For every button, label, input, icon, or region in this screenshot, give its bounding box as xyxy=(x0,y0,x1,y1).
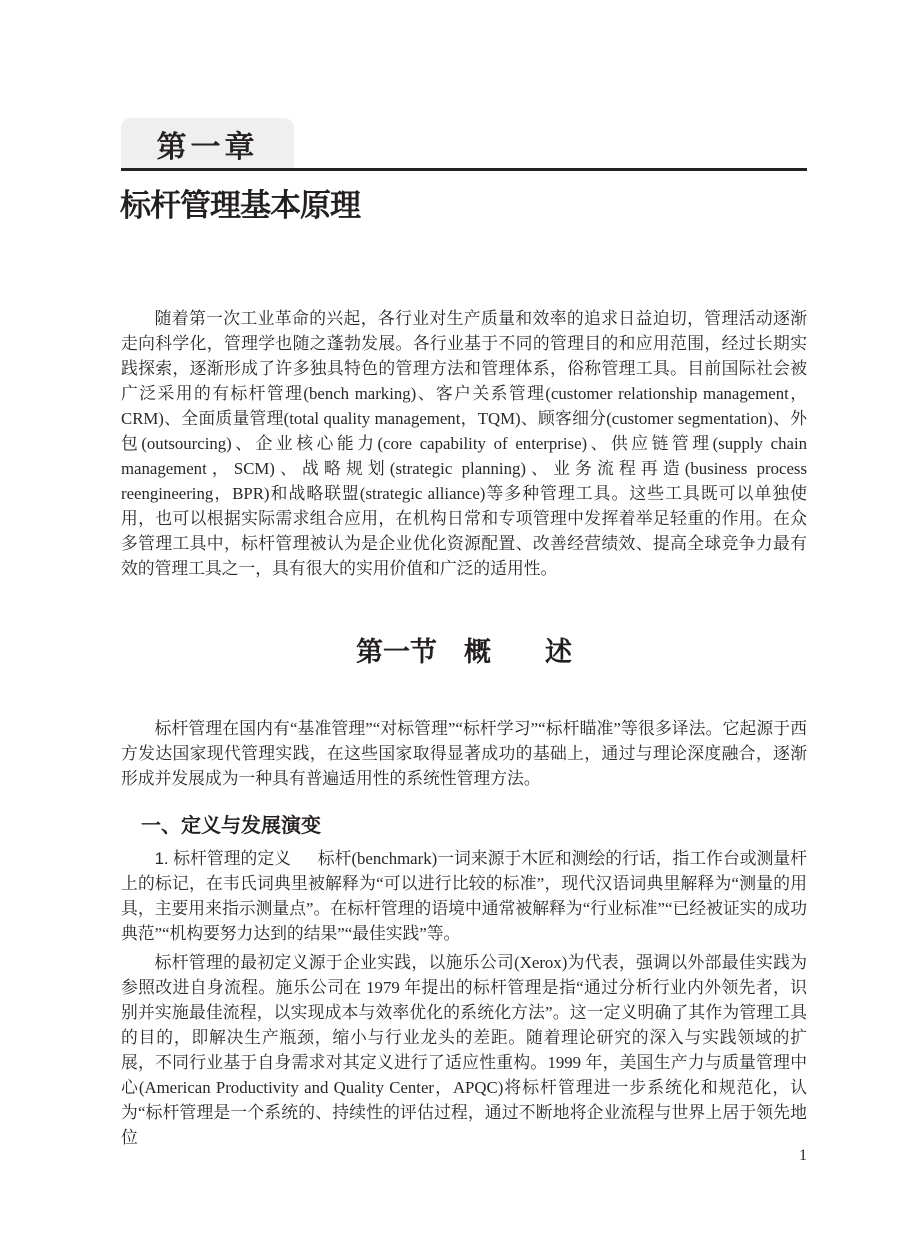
chapter-rule-divider xyxy=(121,168,807,171)
intro-paragraph: 随着第一次工业革命的兴起，各行业对生产质量和效率的追求日益迫切，管理活动逐渐走向科学化，管理学也随之蓬勃发展。各行业基于不同的管理目的和应用范围，经过长期实践探索，逐渐形成了许多独具特色的管理方法和管理体系，俗称管理工具。目前国际社会被广泛采用的有标杆管理(bench marking)、客户关系管理(customer relationship management，CRM)、全面质量管理(total quality management，TQM)、顾客细分(customer segmentation)、外包(outsourcing)、企业核心能力(core capability of enterprise)、供应链管理(supply chain management，SCM)、战略规划(strategic planning)、业务流程再造(business process reengineering，BPR)和战略联盟(strategic alliance)等多种管理工具。这些工具既可以单独使用，也可以根据实际需求组合应用，在机构日常和专项管理中发挥着举足轻重的作用。在众多管理工具中，标杆管理被认为是企业优化资源配置、改善经营绩效、提高全球竞争力最有效的管理工具之一，具有很大的实用价值和广泛的适用性。 xyxy=(121,309,807,578)
chapter-title: 标杆管理基本原理 xyxy=(120,188,360,223)
history-paragraph: 标杆管理的最初定义源于企业实践，以施乐公司(Xerox)为代表，强调以外部最佳实践为参照改进自身流程。施乐公司在 1979 年提出的标杆管理是指“通过分析行业内外领先者，识别并实施最佳流程，以实现成本与效率优化的系统化方法”。这一定义明确了其作为管理工具的目的，即解决生产瓶颈，缩小与行业龙头的差距。随着理论研究的深入与实践领域的扩展，不同行业基于自身需求对其定义进行了适应性重构。1999 年，美国生产力与质量管理中心(American Productivity and Quality Center，APQC)将标杆管理进一步系统化和规范化，认为“标杆管理是一个系统的、持续性的评估过程，通过不断地将企业流程与世界上居于领先地位 xyxy=(121,953,807,1147)
subsection-title: 一、定义与发展演变 xyxy=(141,815,321,837)
definition-text: 标杆(benchmark)一词来源于木匠和测绘的行话，指工作台或测量杆上的标记，在韦氏词典里被解释为“可以进行比较的标准”，现代汉语词典里解释为“测量的用具，主要用来指示测量点”。在标杆管理的语境中通常被解释为“行业标准”“已经被证实的成功典范”“机构要努力达到的结果”“最佳实践”等。 xyxy=(121,849,807,943)
chapter-badge-label: 第一章 xyxy=(156,130,259,164)
page-number: 1 xyxy=(799,1147,807,1164)
definition-paragraph xyxy=(121,846,807,946)
definition-lead: 1. 标杆管理的定义 xyxy=(154,849,291,868)
section-title: 第一节 概 述 xyxy=(356,637,572,667)
overview-paragraph: 标杆管理在国内有“基准管理”“对标管理”“标杆学习”“标杆瞄准”等很多译法。它起源于西方发达国家现代管理实践，在这些国家取得显著成功的基础上，通过与理论深度融合，逐渐形成并发展成为一种具有普遍适用性的系统性管理方法。 xyxy=(121,719,807,788)
chapter-badge xyxy=(121,118,294,169)
